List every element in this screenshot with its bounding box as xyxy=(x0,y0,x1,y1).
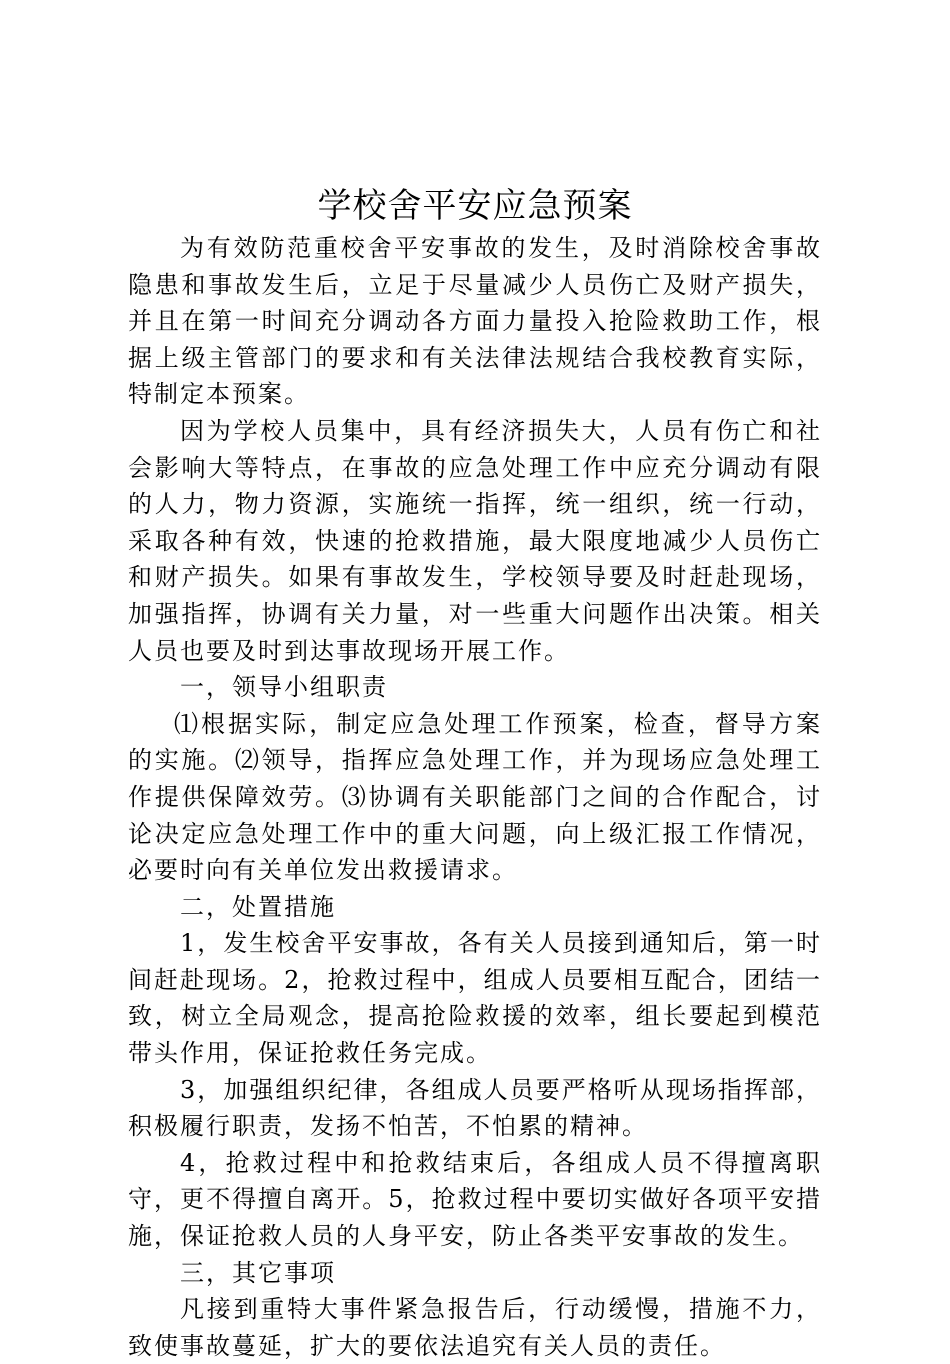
paragraph-measures-4-5: 4，抢救过程中和抢救结束后，各组成人员不得擅离职守，更不得擅自离开。5，抢救过程中要切实做好各项平安措施，保证抢救人员的人身平安，防止各类平安事故的发生。 xyxy=(128,1148,822,1251)
paragraph-leadership-duties: ⑴根据实际，制定应急处理工作预案，检查，督导方案的实施。⑵领导，指挥应急处理工作，并为现场应急处理工作提供保障效劳。⑶协调有关职能部门之间的合作配合，讨论决定应急处理工作中的重大问题，向上级汇报工作情况，必要时向有关单位发出救援请求。 xyxy=(128,709,822,885)
paragraph-measures-1-2: 1，发生校舍平安事故，各有关人员接到通知后，第一时间赶赴现场。2，抢救过程中，组成人员要相互配合，团结一致，树立全局观念，提高抢险救援的效率，组长要起到模范带头作用，保证抢救任务完成。 xyxy=(128,929,822,1068)
section-heading-leadership: 一，领导小组职责 xyxy=(180,673,388,702)
section-heading-other: 三，其它事项 xyxy=(180,1258,336,1287)
paragraph-measures-3: 3，加强组织纪律，各组成人员要严格听从现场指挥部，积极履行职责，发扬不怕苦，不怕累的精神。 xyxy=(128,1075,822,1141)
document-body xyxy=(128,230,822,1364)
paragraph-background: 因为学校人员集中，具有经济损失大，人员有伤亡和社会影响大等特点，在事故的应急处理工作中应充分调动有限的人力，物力资源，实施统一指挥，统一组织，统一行动，采取各种有效，快速的抢救措施，最大限度地减少人员伤亡和财产损失。如果有事故发生，学校领导要及时赶赴现场，加强指挥，协调有关力量，对一些重大问题作出决策。相关人员也要及时到达事故现场开展工作。 xyxy=(128,416,822,665)
paragraph-other: 凡接到重特大事件紧急报告后，行动缓慢，措施不力，致使事故蔓延，扩大的要依法追究有关人员的责任。 xyxy=(128,1295,822,1360)
document-title: 学校舍平安应急预案 xyxy=(317,186,633,226)
paragraph-intro: 为有效防范重校舍平安事故的发生，及时消除校舍事故隐患和事故发生后，立足于尽量减少人员伤亡及财产损失，并且在第一时间充分调动各方面力量投入抢险救助工作，根据上级主管部门的要求和有关法律法规结合我校教育实际，特制定本预案。 xyxy=(128,234,822,409)
section-heading-measures: 二，处置措施 xyxy=(180,892,336,921)
